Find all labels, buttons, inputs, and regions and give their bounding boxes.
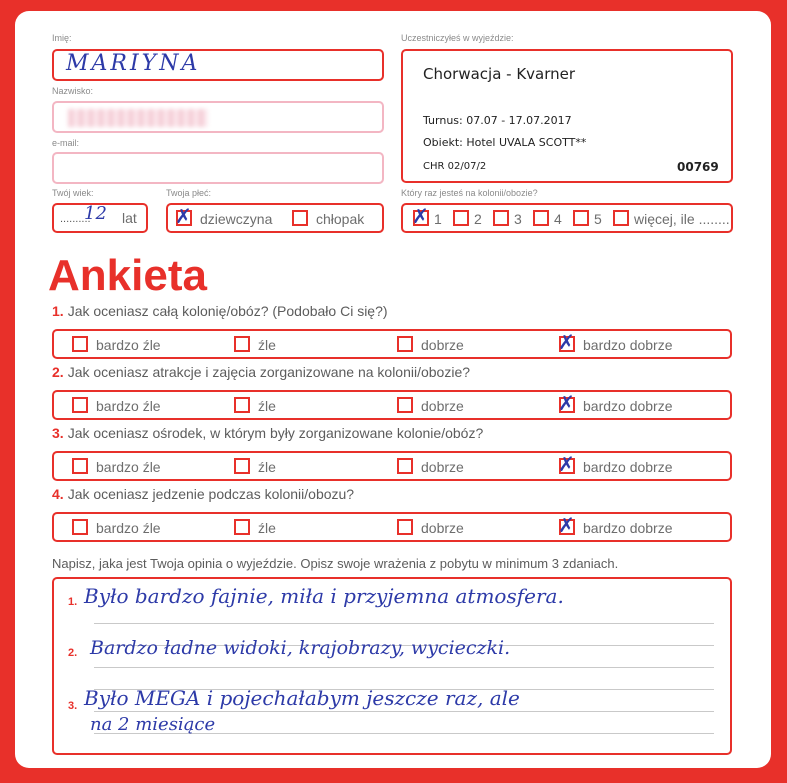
rating-checkbox[interactable] — [234, 458, 250, 474]
rating-row-4 — [52, 512, 732, 542]
writing-line — [94, 623, 714, 624]
rating-option-label: bardzo źle — [96, 337, 161, 353]
first-name-field[interactable] — [52, 49, 384, 81]
gender-field — [166, 203, 384, 233]
rating-option-label: źle — [258, 337, 276, 353]
times-checkbox-5[interactable] — [573, 210, 589, 226]
question-3 — [52, 425, 483, 441]
rating-checkbox[interactable] — [397, 519, 413, 535]
line-number-3: 3. — [68, 700, 78, 712]
rating-option-label: źle — [258, 398, 276, 414]
rating-option-label: dobrze — [421, 398, 464, 414]
rating-checkbox[interactable] — [558, 452, 575, 476]
page-title: Ankieta — [48, 251, 207, 300]
rating-checkbox[interactable] — [234, 397, 250, 413]
question-number: 4. — [52, 486, 64, 502]
opinion-line-4: na 2 miesiące — [90, 714, 216, 735]
times-option-5: 5 — [594, 211, 602, 227]
rating-option-label: dobrze — [421, 520, 464, 536]
rating-option-label: bardzo dobrze — [583, 337, 673, 353]
rating-checkbox[interactable] — [234, 519, 250, 535]
opinion-line-2: Bardzo ładne widoki, krajobrazy, wycieczki. — [90, 637, 511, 659]
age-unit: lat — [122, 210, 137, 226]
rating-checkbox[interactable] — [72, 458, 88, 474]
rating-row-3 — [52, 451, 732, 481]
question-text: Jak oceniasz ośrodek, w którym były zorganizowane kolonie/obóz? — [67, 425, 484, 441]
rating-checkbox[interactable] — [72, 519, 88, 535]
question-1 — [52, 303, 388, 319]
rating-option-label: źle — [258, 459, 276, 475]
times-checkbox-more[interactable] — [613, 210, 629, 226]
rating-checkbox[interactable] — [558, 391, 575, 415]
opinion-line-3: Było MEGA i pojechałabym jeszcze raz, ale — [84, 686, 520, 710]
question-text: Jak oceniasz całą kolonię/obóz? (Podobało Ci się?) — [67, 303, 388, 319]
trip-obiekt: Obiekt: Hotel UVALA SCOTT** — [423, 136, 587, 149]
times-option-3: 3 — [514, 211, 522, 227]
trip-number: 00769 — [677, 160, 719, 174]
rating-checkbox[interactable] — [558, 330, 575, 354]
opinion-prompt: Napisz, jaka jest Twoja opinia o wyjeździe. Opisz swoje wrażenia z pobytu w minimum 3 zdaniach. — [52, 556, 619, 571]
rating-checkbox[interactable] — [397, 336, 413, 352]
survey-sheet — [15, 11, 771, 768]
times-checkbox-3[interactable] — [493, 210, 509, 226]
rating-checkbox[interactable] — [397, 458, 413, 474]
check-mark-icon: ✗ — [558, 513, 575, 537]
rating-option-label: dobrze — [421, 459, 464, 475]
opinion-box[interactable] — [52, 577, 732, 755]
rating-option-label: bardzo dobrze — [583, 398, 673, 414]
check-mark-icon: ✗ — [175, 204, 192, 228]
rating-checkbox[interactable] — [397, 397, 413, 413]
age-field[interactable] — [52, 203, 148, 233]
rating-checkbox[interactable] — [234, 336, 250, 352]
gender-label: Twoja płeć: — [166, 188, 212, 198]
opinion-line-1: Było bardzo fajnie, miła i przyjemna atmosfera. — [84, 584, 564, 608]
trip-code: CHR 02/07/2 — [423, 161, 487, 172]
rating-option-label: bardzo źle — [96, 520, 161, 536]
trip-label: Uczestniczyłeś w wyjeździe: — [401, 33, 514, 43]
rating-option-label: źle — [258, 520, 276, 536]
line-number-2: 2. — [68, 647, 78, 659]
rating-row-1 — [52, 329, 732, 359]
age-value: 12 — [84, 203, 107, 224]
rating-option-label: bardzo dobrze — [583, 520, 673, 536]
gender-checkbox-male[interactable] — [292, 210, 308, 226]
times-checkbox-1[interactable] — [412, 204, 429, 228]
gender-option-female: dziewczyna — [200, 211, 273, 227]
gender-option-male: chłopak — [316, 211, 365, 227]
rating-row-2 — [52, 390, 732, 420]
age-dots: .......... — [60, 213, 91, 225]
rating-option-label: dobrze — [421, 337, 464, 353]
redacted-last-name — [68, 109, 208, 127]
rating-option-label: bardzo źle — [96, 459, 161, 475]
first-name-label: Imię: — [52, 33, 72, 43]
question-2 — [52, 364, 470, 380]
rating-option-label: bardzo dobrze — [583, 459, 673, 475]
email-label: e-mail: — [52, 138, 80, 148]
last-name-field[interactable] — [52, 101, 384, 133]
email-field[interactable] — [52, 152, 384, 184]
check-mark-icon: ✗ — [558, 452, 575, 476]
check-mark-icon: ✗ — [558, 330, 575, 354]
question-text: Jak oceniasz atrakcje i zajęcia zorganizowane na kolonii/obozie? — [67, 364, 471, 380]
times-checkbox-4[interactable] — [533, 210, 549, 226]
age-label: Twój wiek: — [52, 188, 94, 198]
trip-title: Chorwacja - Kvarner — [423, 65, 576, 83]
question-text: Jak oceniasz jedzenie podczas kolonii/obozu? — [67, 486, 355, 502]
last-name-label: Nazwisko: — [52, 86, 94, 96]
question-number: 1. — [52, 303, 64, 319]
line-number-1: 1. — [68, 596, 78, 608]
rating-checkbox[interactable] — [72, 397, 88, 413]
rating-checkbox[interactable] — [558, 513, 575, 537]
first-name-value: MARIYNA — [66, 51, 201, 76]
times-option-more: więcej, ile ........ — [634, 211, 730, 227]
question-number: 2. — [52, 364, 64, 380]
writing-line — [94, 711, 714, 712]
trip-info-box — [401, 49, 733, 183]
trip-turnus: Turnus: 07.07 - 17.07.2017 — [423, 114, 572, 127]
question-4 — [52, 486, 354, 502]
times-option-1: 1 — [434, 211, 442, 227]
times-checkbox-2[interactable] — [453, 210, 469, 226]
times-option-4: 4 — [554, 211, 562, 227]
rating-option-label: bardzo źle — [96, 398, 161, 414]
question-number: 3. — [52, 425, 64, 441]
times-field — [401, 203, 733, 233]
times-option-2: 2 — [474, 211, 482, 227]
rating-checkbox[interactable] — [72, 336, 88, 352]
check-mark-icon: ✗ — [412, 204, 429, 228]
writing-line — [94, 667, 714, 668]
times-label: Który raz jesteś na kolonii/obozie? — [401, 188, 538, 198]
check-mark-icon: ✗ — [558, 391, 575, 415]
gender-checkbox-female[interactable] — [175, 204, 192, 228]
